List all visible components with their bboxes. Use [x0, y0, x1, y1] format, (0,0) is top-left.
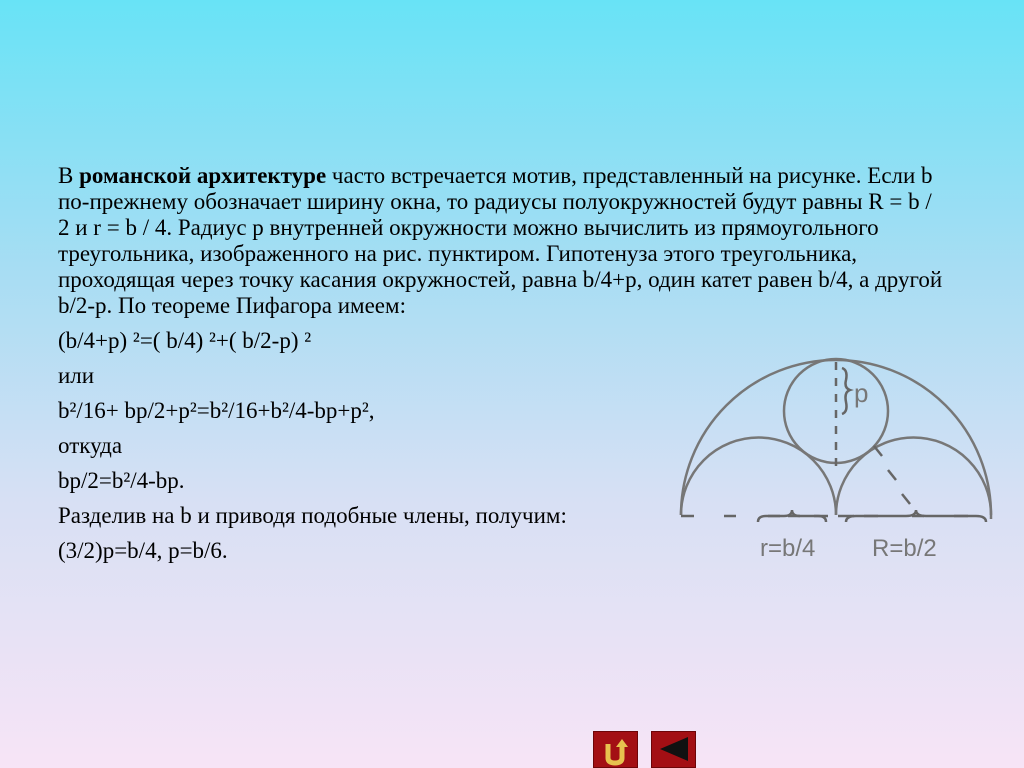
- hypotenuse-dash: [874, 446, 882, 456]
- hypotenuse-dash: [902, 494, 910, 504]
- r-label: r=b/4: [760, 535, 816, 562]
- text-line: или: [58, 363, 95, 388]
- intro-prefix: В: [58, 163, 80, 188]
- result-line: (3/2)p=b/4, p=b/6.: [58, 538, 228, 563]
- right-small-semicircle: [836, 438, 991, 516]
- equation-line: (b/4+p) ²=( b/4) ²+( b/2-p) ²: [58, 328, 312, 353]
- p-brace: [842, 368, 850, 414]
- u-turn-arrow-icon: [594, 732, 637, 767]
- left-small-semicircle: [681, 438, 836, 516]
- romanesque-arch-figure: [676, 356, 1006, 566]
- intro-rest: часто встречается мотив, представленный на рисунке. Если b по-прежнему обозначает ширину окна, то радиусы полуокружностей будут равны R = b / 2 и r = b / 4. Радиус p внутренней окружности можно вычислить из прямоугольного треугольника, изображенного на рис. пунктиром. Гипотенуза этого треугольника, проходящая через точку касания окружностей, равна b/4+p, один катет равен b/4, а другой b/2-p. По теореме Пифагора имеем:: [58, 163, 943, 318]
- equation-line: bp/2=b²/4-bp.: [58, 468, 185, 493]
- text-line: Разделив на b и приводя подобные члены, получим:: [58, 503, 567, 528]
- left-triangle-icon: [652, 732, 695, 767]
- text-line: откуда: [58, 433, 123, 458]
- return-button[interactable]: [593, 731, 638, 768]
- equation-line: b²/16+ bp/2+p²=b²/16+b²/4-bp+p²,: [58, 398, 375, 423]
- hypotenuse-dash: [888, 470, 896, 480]
- intro-bold-term: романской архитектуре: [79, 163, 327, 188]
- R-label: R=b/2: [872, 535, 937, 562]
- intro-paragraph: [58, 163, 948, 319]
- back-button[interactable]: [651, 731, 696, 768]
- p-label: p: [854, 378, 869, 408]
